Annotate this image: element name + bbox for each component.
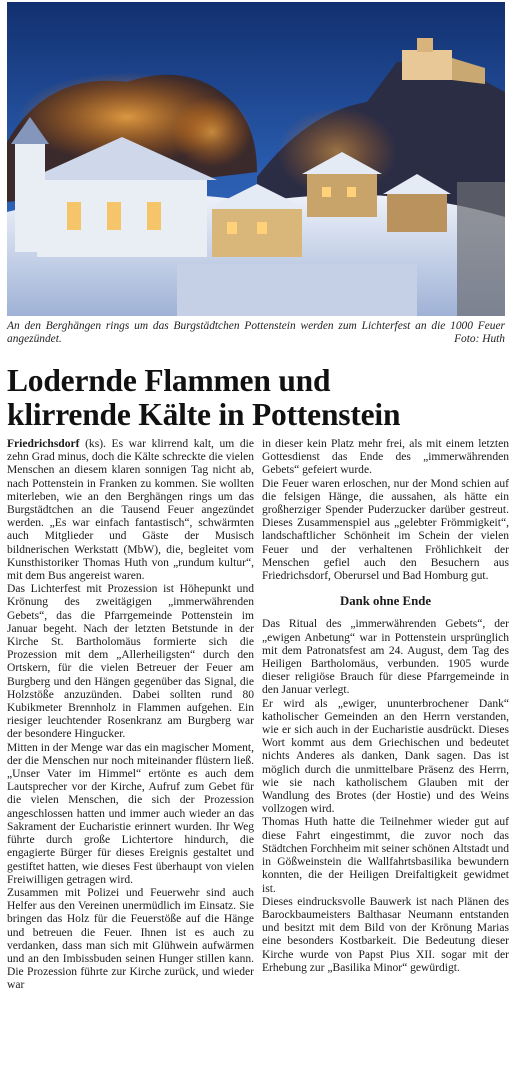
article-paragraph: Die Feuer waren erloschen, nur der Mond schien auf die felsigen Hänge, die aussahen, als hätte ein großherziger Spender Puderzucker darüber gestreut. Dieses Zusammenspiel aus „gelebter Frömmigkeit“, landschaftlicher Schönheit im Schein der vielen Feuer und der verhaltenen Fröhlichkeit der Menschen gefiel auch den Besuchern aus Friedrichsdorf, Oberursel und Bad Homburg gut. bbox=[262, 477, 509, 583]
article-paragraph: Das Lichterfest mit Prozession ist Höhepunkt und Krönung des zweitägigen „immerwährenden Gebets“, das die Pfarrgemeinde Pottenstein im Januar begeht. Nach der letzten Betstunde in der Kirche St. Bartholomäus formierte sich die Prozession mit dem „Allerheiligsten“ durch den Ortskern, für die vielen Betreuer der Feuer am Burgberg und den Hängen gegenüber das Signal, die Holzstöße anzuzünden. Dabei sollten rund 80 Kubikmeter Brennholz in Flammen aufgehen. Ein riesiger leuchtender Rosenkranz am Burgberg war der besondere Hingucker. bbox=[7, 583, 254, 741]
article-paragraph: Er wird als „ewiger, ununterbrochener Dank“ katholischer Gemeinden an den Herrn verstanden, wie er sich auch in der Eucharistie ausdrückt. Dieses Wort kommt aus dem Griechischen und bedeutet nichts Anderes als danken, Dank sagen. Das ist möglich durch die unmittelbare Präsenz des Herrn, wie sie nach katholischem Glauben mit der Wandlung des Brotes (der Hostie) und des Weins vollzogen wird. bbox=[262, 697, 509, 816]
article-paragraph: Das Ritual des „immerwährenden Gebets“, der „ewigen Anbetung“ war in Pottenstein ursprünglich mit dem Patronatsfest am 24. August, dem Tag des Heiligen Bartholomäus, verbunden. 1905 wurde dieser religiöse Brauch für diese Pfarrgemeinde in den Januar verlegt. bbox=[262, 618, 509, 697]
headline-line-1: Lodernde Flammen und bbox=[7, 363, 331, 398]
article-paragraph: in dieser kein Platz mehr frei, als mit einem letzten Gottesdienst das Ende des „immerwährenden Gebets“ gefeiert wurde. bbox=[262, 438, 509, 477]
photo-caption-text: An den Berghängen rings um das Burgstädtchen Pottenstein werden zum Lichterfest an die 1000 Feuer angezündet. bbox=[7, 320, 505, 345]
photo-caption bbox=[7, 320, 505, 346]
article-paragraph: Zusammen mit Polizei und Feuerwehr sind auch Helfer aus den Vereinen unermüdlich im Einsatz. Sie bringen das Holz für die Feuerstöße auf die Hänge und betreuen die Feuer. Ihnen ist es auch zu verdanken, dass man sich mit Glühwein aufwärmen und an den Imbissbuden seinen Hunger stillen kann. Die Prozession führte zur Kirche zurück, und wieder war bbox=[7, 886, 254, 992]
article-column-left bbox=[7, 438, 254, 993]
article-paragraph: Dieses eindrucksvolle Bauwerk ist nach Plänen des Barockbaumeisters Balthasar Neumann entstanden und besitzt mit dem Bild von der Krönung Marias eine besonders Kostbarkeit. Die Bedeutung dieser Kirche wurde von Papst Pius XII. sogar mit der Erhebung zur „Basilika Minor“ gewürdigt. bbox=[262, 895, 509, 974]
pottenstein-night-illustration bbox=[7, 2, 505, 316]
article-paragraph: Friedrichsdorf (ks). Es war klirrend kalt, um die zehn Grad minus, doch die Kälte schreckte die vielen Menschen an diesem klaren sonnigen Tag nicht ab, nach Pottenstein in Franken zu kommen. Sie wollten miterleben, wie an den Berghängen rings um das Burgstädtchen an die Tausend Feuer angezündet werden. „Es war einfach fantastisch“, schwärmten auch Mitglieder und Gäste der Musisch bildnerischen Werkstatt (MbW), die, begleitet vom Kunsthistoriker Thomas Huth von „rundum kultur“, mit dem Bus angereist waren. bbox=[7, 438, 254, 583]
article-photo bbox=[7, 2, 505, 316]
photo-credit: Foto: Huth bbox=[454, 333, 505, 345]
article-paragraph: Thomas Huth hatte die Teilnehmer wieder gut auf diese Fahrt eingestimmt, die zuvor noch das Städtchen Forchheim mit seiner schönen Altstadt und in Gößweinstein die Wallfahrtsbasilika bewundern konnten, die der Heiligen Dreifaltigkeit gewidmet ist. bbox=[262, 816, 509, 895]
article-column-right bbox=[262, 438, 509, 975]
headline-line-2: klirrende Kälte in Pottenstein bbox=[7, 397, 401, 432]
section-subheading: Dank ohne Ende bbox=[339, 594, 432, 609]
article-headline bbox=[7, 364, 507, 432]
article-paragraph: Mitten in der Menge war das ein magischer Moment, der die Menschen nur noch miteinander flüstern ließ. „Unser Vater im Himmel“ ertönte es auch dem Lautsprecher vor der Kirche, Aufruf zum Gebet für die vielen Menschen, die sich der Prozession angeschlossen hatten und immer auch wieder an das Sakrament der Eucharistie erinnert wurden. Ihr Weg führte durch große Lichtertore hindurch, die engagierte Bürger für dieses Ereignis gestaltet und gestiftet hatten, wie dieses Fest überhaupt von vielen Freiwilligen getragen wird. bbox=[7, 741, 254, 886]
dateline: Friedrichsdorf bbox=[7, 438, 80, 450]
